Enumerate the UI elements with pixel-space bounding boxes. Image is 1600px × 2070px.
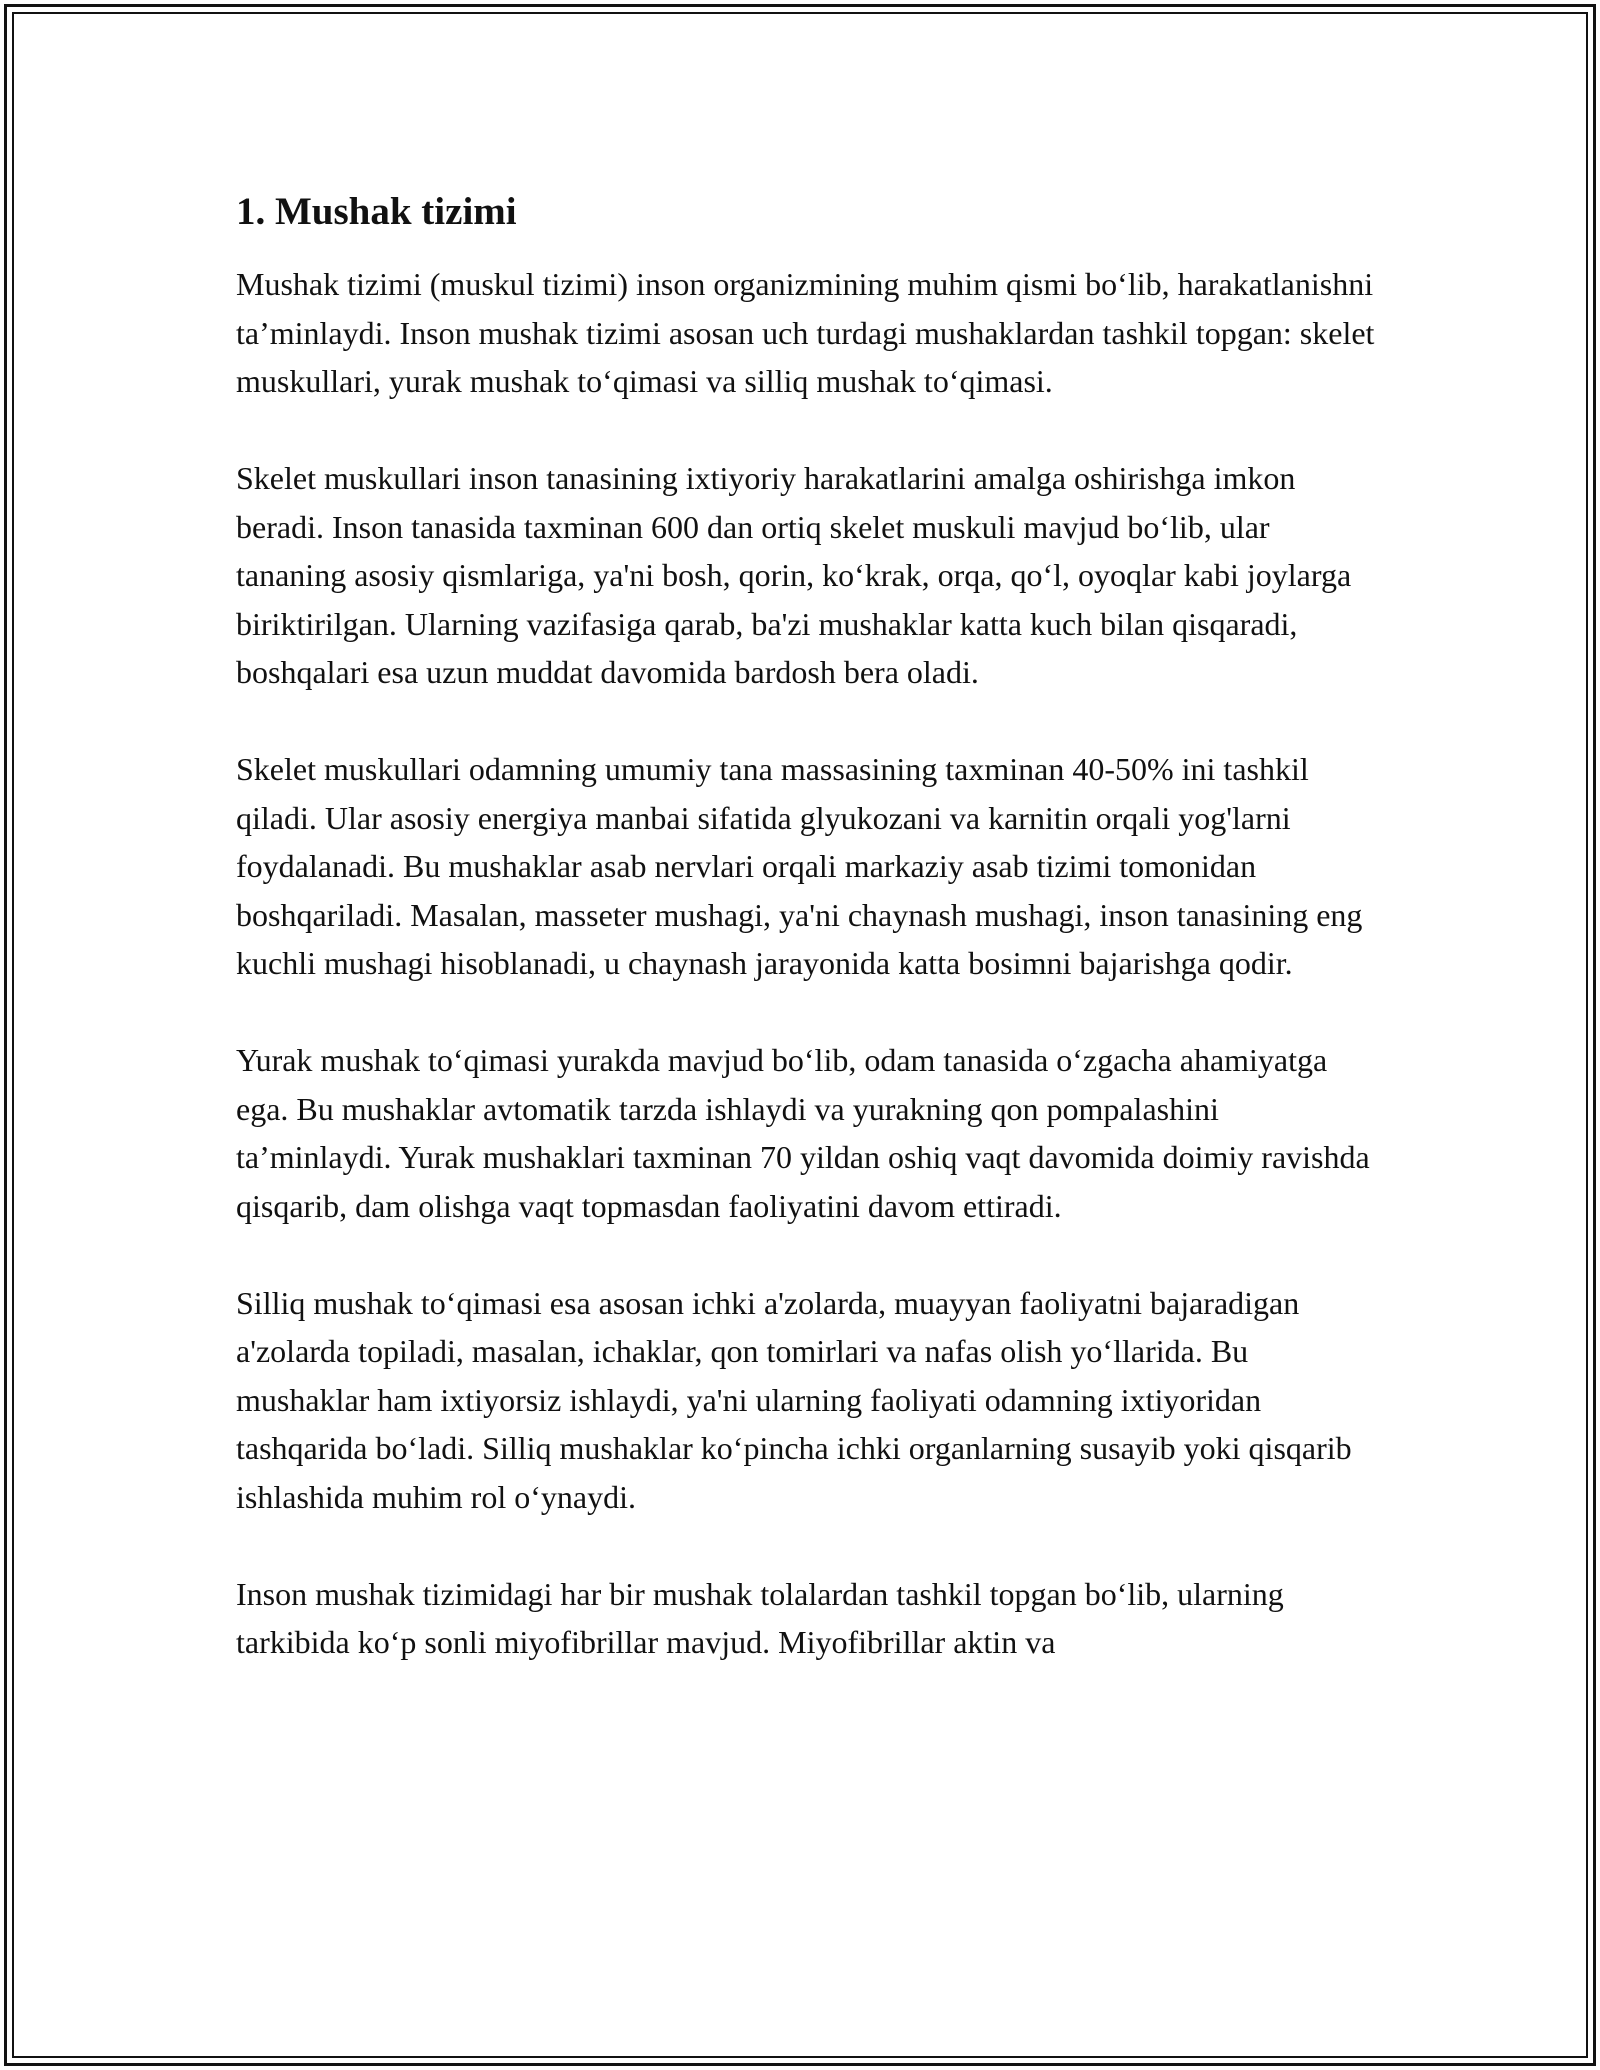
paragraph-intro: Mushak tizimi (muskul tizimi) inson organizmining muhim qismi bo‘lib, harakatlanishni ta’minlaydi. Inson mushak tizimi asosan uch turdagi mushaklardan tashkil topgan: skelet muskullari, yurak mushak to‘qimasi va silliq mushak to‘qimasi. [236, 266, 1375, 399]
paragraph-muscle-fibers: Inson mushak tizimidagi har bir mushak tolalardan tashkil topgan bo‘lib, ularning tarkibida ko‘p sonli miyofibrillar mavjud. Miyofibrillar aktin va [236, 1575, 1284, 1660]
section-heading: 1. Mushak tizimi [236, 190, 517, 233]
paragraph-cardiac-muscle: Yurak mushak to‘qimasi yurakda mavjud bo‘lib, odam tanasida o‘zgacha ahamiyatga ega. Bu mushaklar avtomatik tarzda ishlaydi va yurakning qon pompalashini ta’minlaydi. Yurak mushaklari taxminan 70 yildan oshiq vaqt davomida doimiy ravishda qisqarib, dam olishga vaqt topmasdan faoliyatini davom ettiradi. [236, 1042, 1370, 1224]
document-body [236, 186, 1376, 1715]
paragraph-skeletal-muscles: Skelet muskullari inson tanasining ixtiyoriy harakatlarini amalga oshirishga imkon beradi. Inson tanasida taxminan 600 dan ortiq skelet muskuli mavjud bo‘lib, ular tananing asosiy qismlariga, ya'ni bosh, qorin, ko‘krak, orqa, qo‘l, oyoqlar kabi joylarga biriktirilgan. Ularning vazifasiga qarab, ba'zi mushaklar katta kuch bilan qisqaradi, boshqalari esa uzun muddat davomida bardosh bera oladi. [236, 460, 1352, 690]
paragraph-smooth-muscle: Silliq mushak to‘qimasi esa asosan ichki a'zolarda, muayyan faoliyatni bajaradigan a'zolarda topiladi, masalan, ichaklar, qon tomirlari va nafas olish yo‘llarida. Bu mushaklar ham ixtiyorsiz ishlaydi, ya'ni ularning faoliyati odamning ixtiyoridan tashqarida bo‘ladi. Silliq mushaklar ko‘pincha ichki organlarning susayib yoki qisqarib ishlashida muhim rol o‘ynaydi. [236, 1284, 1352, 1515]
paragraph-skeletal-mass: Skelet muskullari odamning umumiy tana massasining taxminan 40-50% ini tashkil qiladi. Ular asosiy energiya manbai sifatida glyukozani va karnitin orqali yog'larni foydalanadi. Bu mushaklar asab nervlari orqali markaziy asab tizimi tomonidan boshqariladi. Masalan, masseter mushagi, ya'ni chaynash mushagi, inson tanasining eng kuchli mushagi hisoblanadi, u chaynash jarayonida katta bosimni bajarishga qodir. [236, 751, 1363, 981]
